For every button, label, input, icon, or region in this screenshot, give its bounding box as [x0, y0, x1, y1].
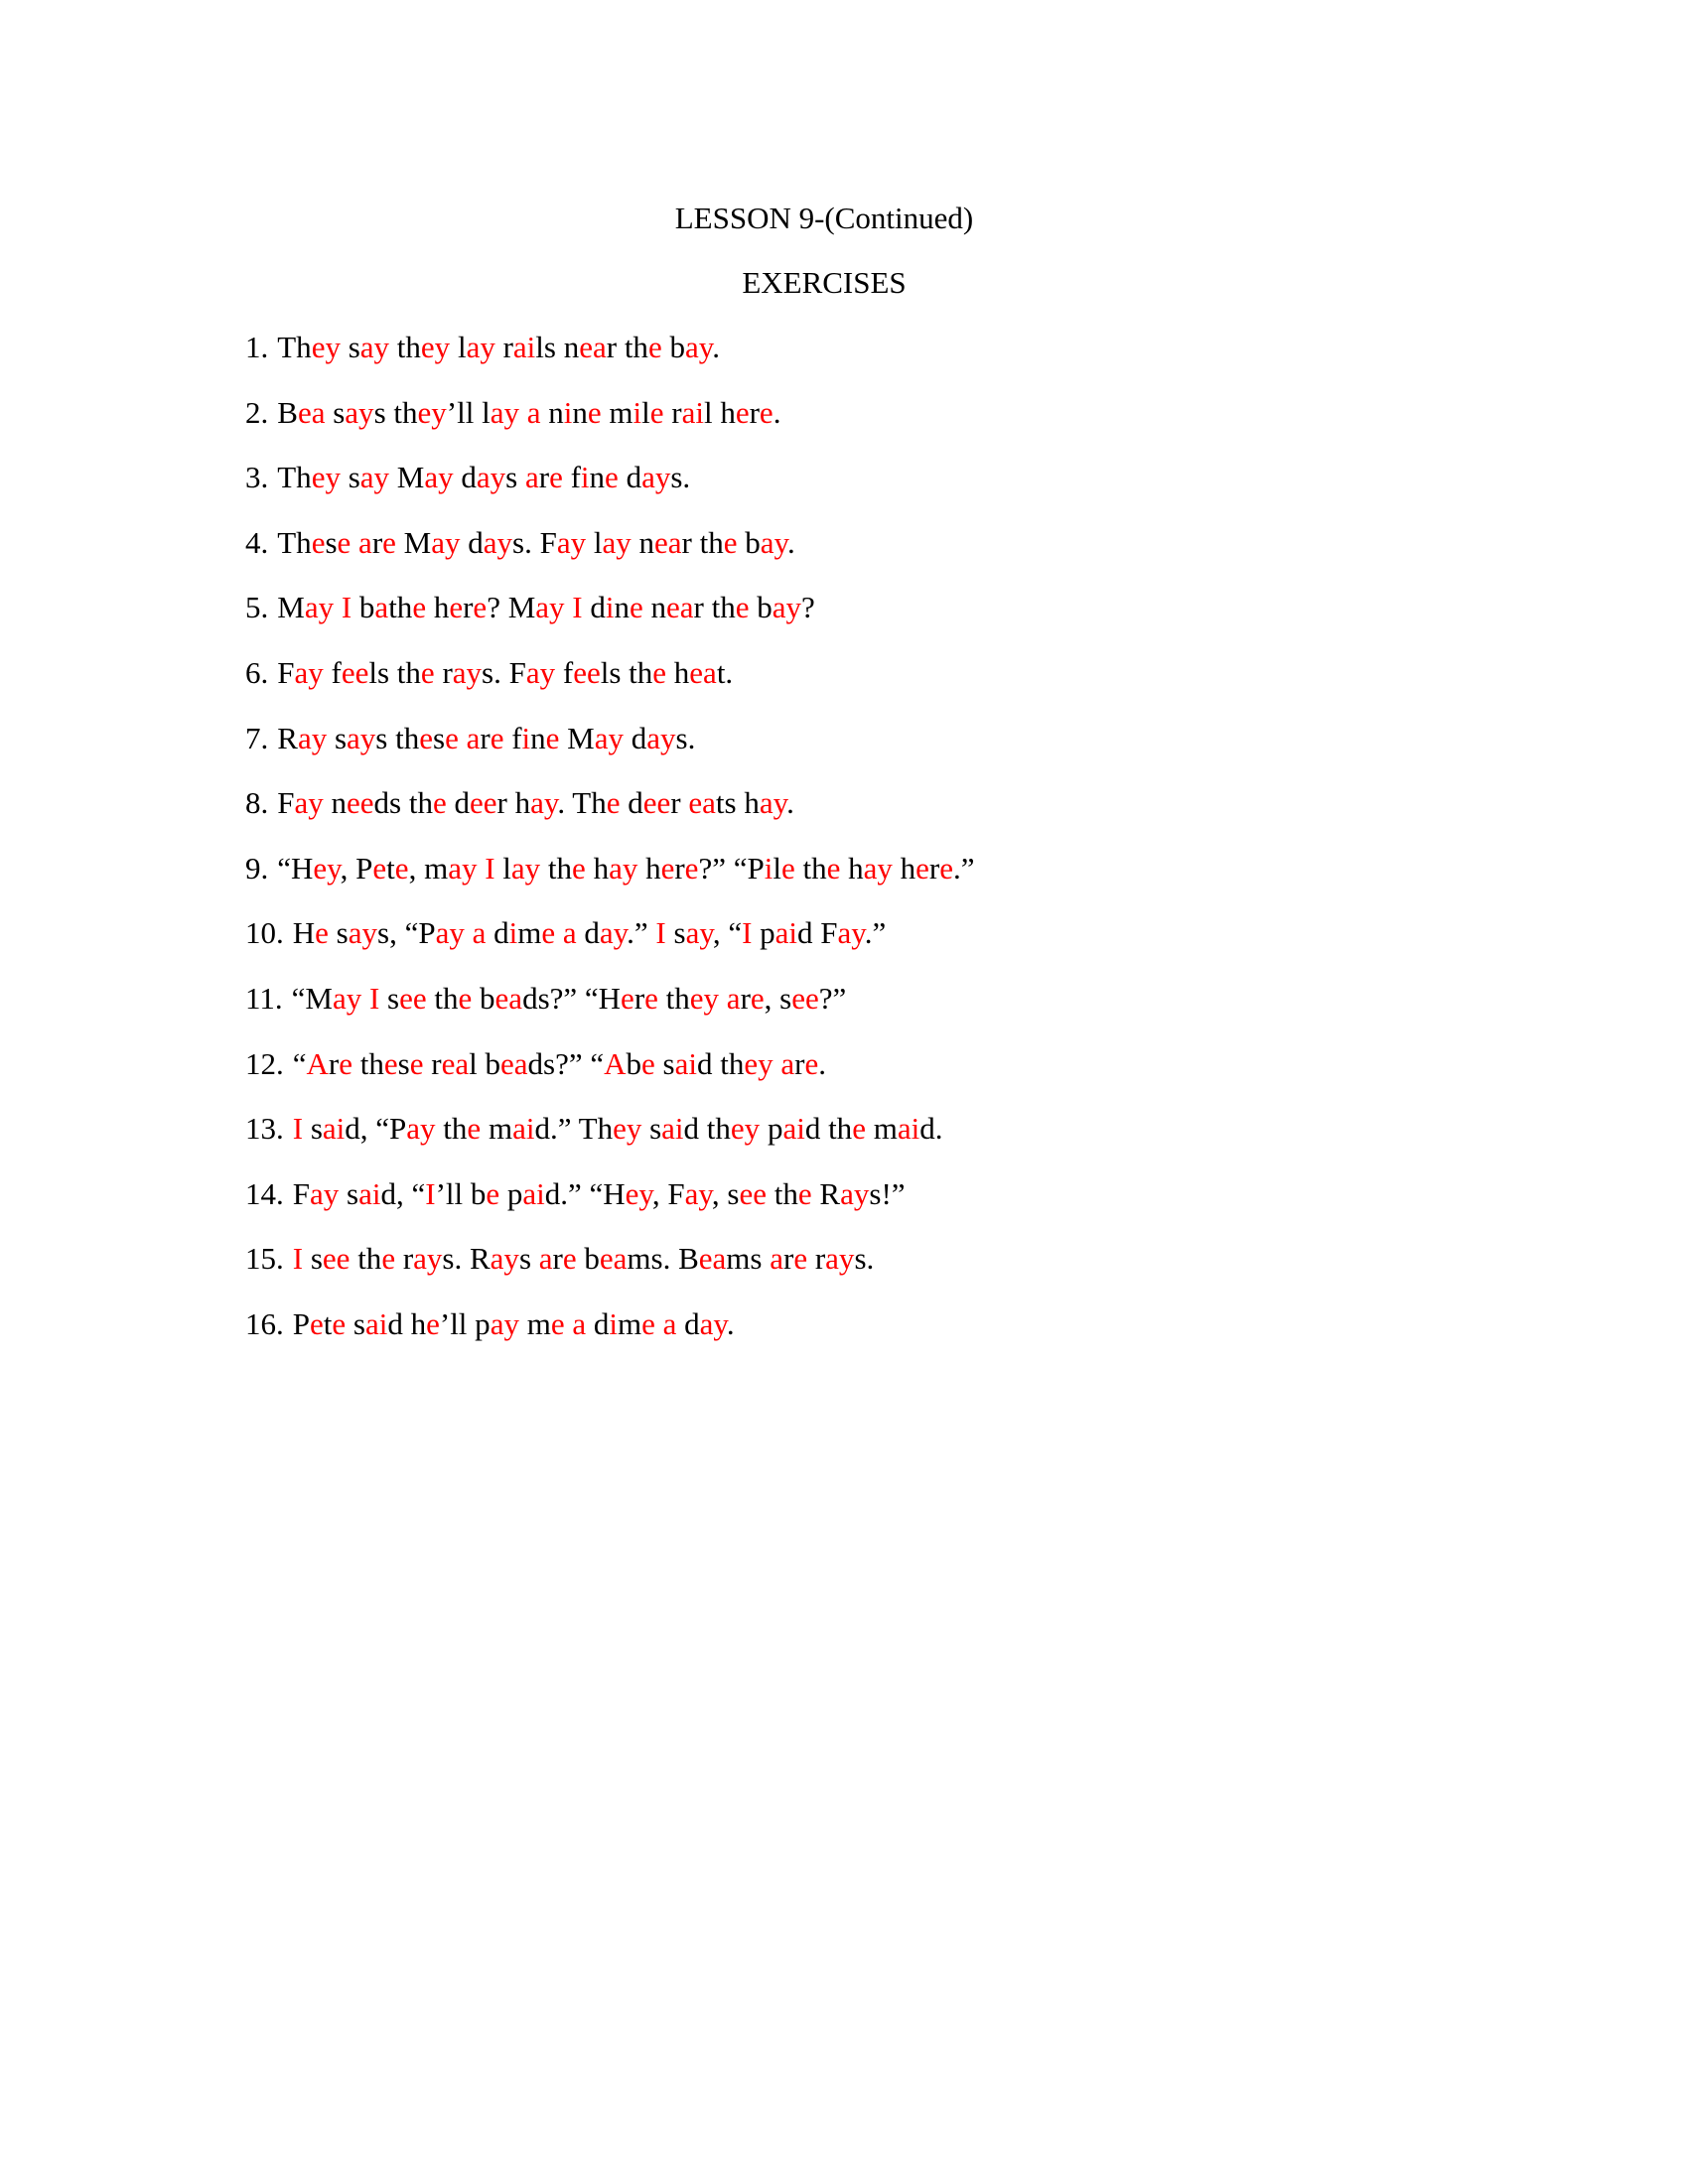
exercise-item: [245, 1044, 975, 1110]
exercise-text: Ray says these are fine May days.: [277, 720, 696, 755]
exercise-number: 13.: [245, 1111, 284, 1147]
exercise-number: 14.: [245, 1175, 284, 1211]
exercise-item: [245, 588, 975, 653]
exercise-item: [245, 1304, 975, 1370]
exercise-number: 3.: [245, 460, 269, 495]
exercise-number: 2.: [245, 394, 269, 430]
exercise-item: [245, 849, 975, 914]
exercise-text: “Hey, Pete, may I lay the hay here?” “Pile the hay here.”: [277, 850, 975, 886]
exercise-text: Fay needs the deer hay. The deer eats hay.: [277, 785, 794, 821]
exercise-item: [245, 719, 975, 784]
exercise-item: [245, 653, 975, 719]
exercise-text: They say they lay rails near the bay.: [277, 330, 720, 364]
exercise-text: He says, “Pay a dime a day.” I say, “I paid Fay.”: [292, 915, 887, 951]
exercise-item: [245, 328, 975, 393]
exercise-text: “May I see the beads?” “Here they are, see?”: [291, 980, 847, 1016]
exercise-number: 1.: [245, 330, 269, 364]
exercise-number: 12.: [245, 1045, 284, 1081]
exercise-item: [245, 458, 975, 523]
exercise-text: These are May days. Fay lay near the bay.: [277, 524, 795, 560]
exercise-number: 7.: [245, 720, 269, 755]
exercise-text: Fay said, “I’ll be paid.” “Hey, Fay, see the Rays!”: [292, 1175, 906, 1211]
exercise-text: I said, “Pay the maid.” They said they paid the maid.: [292, 1111, 943, 1147]
exercise-item: [245, 783, 975, 849]
exercise-number: 15.: [245, 1241, 284, 1277]
exercise-number: 4.: [245, 524, 269, 560]
exercises-heading: EXERCISES: [742, 265, 907, 300]
exercise-item: [245, 1174, 975, 1240]
exercise-number: 16.: [245, 1305, 284, 1341]
lesson-title: LESSON 9-(Continued): [674, 201, 974, 235]
exercise-text: Pete said he’ll pay me a dime a day.: [292, 1305, 735, 1341]
exercise-number: 6.: [245, 654, 269, 690]
exercise-item: [245, 1109, 975, 1174]
exercise-item: [245, 1239, 975, 1304]
exercise-number: 10.: [245, 915, 284, 951]
exercise-text: May I bathe here? May I dine near the bay?: [277, 590, 815, 625]
exercise-item: [245, 523, 975, 589]
exercise-item: [245, 913, 975, 979]
exercise-text: They say May days are fine days.: [277, 460, 691, 495]
exercise-text: “Are these real beads?” “Abe said they are.: [292, 1045, 826, 1081]
exercise-list: [245, 328, 975, 1370]
exercise-number: 5.: [245, 590, 269, 625]
exercise-number: 8.: [245, 785, 269, 821]
exercise-text: I see the rays. Rays are beams. Beams are rays.: [292, 1241, 875, 1277]
exercise-text: Fay feels the rays. Fay feels the heat.: [277, 654, 734, 690]
exercise-item: [245, 979, 975, 1044]
exercise-item: [245, 393, 975, 459]
exercise-number: 9.: [245, 850, 269, 886]
exercise-text: Bea says they’ll lay a nine mile rail here.: [277, 394, 781, 430]
exercise-number: 11.: [245, 980, 283, 1016]
